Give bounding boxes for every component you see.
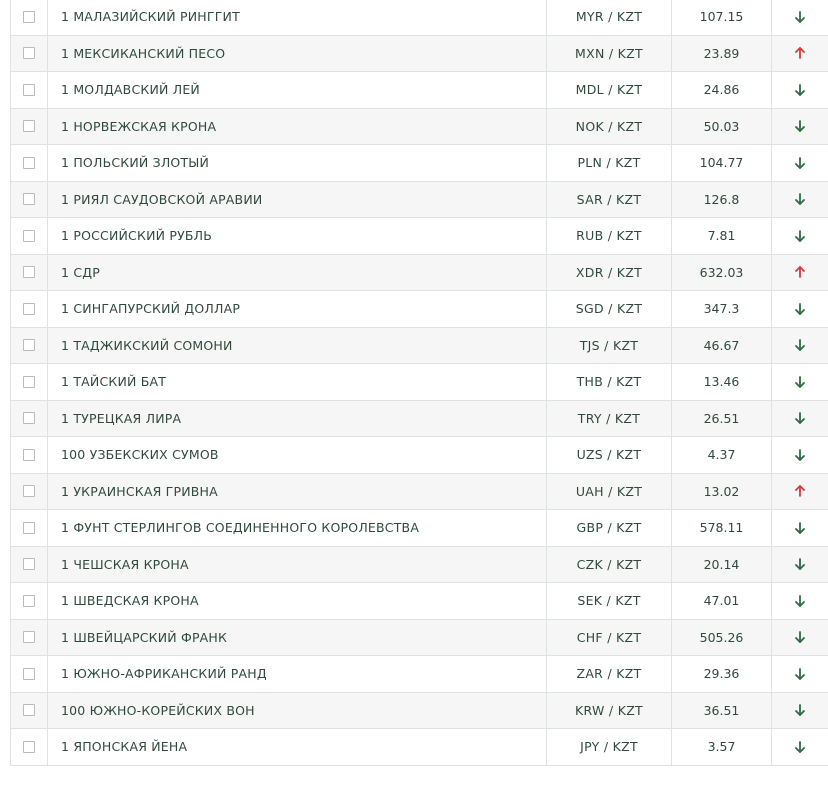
select-cell — [10, 182, 48, 218]
arrow-down-icon — [793, 703, 807, 717]
row-checkbox[interactable] — [23, 11, 35, 23]
exchange-rate: 20.14 — [672, 547, 772, 583]
currency-pair: ZAR / KZT — [547, 656, 672, 692]
row-checkbox[interactable] — [23, 631, 35, 643]
select-cell — [10, 291, 48, 327]
currency-name: 1 МАЛАЗИЙСКИЙ РИНГГИТ — [48, 0, 547, 35]
exchange-rate: 578.11 — [672, 510, 772, 546]
row-checkbox[interactable] — [23, 376, 35, 388]
table-row — [10, 182, 828, 219]
table-row — [10, 328, 828, 365]
exchange-rate: 23.89 — [672, 36, 772, 72]
select-cell — [10, 401, 48, 437]
select-cell — [10, 72, 48, 108]
row-checkbox[interactable] — [23, 485, 35, 497]
exchange-rates-table — [10, 0, 828, 766]
row-checkbox[interactable] — [23, 741, 35, 753]
currency-name: 1 ЧЕШСКАЯ КРОНА — [48, 547, 547, 583]
currency-name: 1 СИНГАПУРСКИЙ ДОЛЛАР — [48, 291, 547, 327]
trend-cell — [772, 474, 828, 510]
currency-name: 100 УЗБЕКСКИХ СУМОВ — [48, 437, 547, 473]
currency-pair: TRY / KZT — [547, 401, 672, 437]
currency-name: 1 РОССИЙСКИЙ РУБЛЬ — [48, 218, 547, 254]
table-row — [10, 656, 828, 693]
arrow-down-icon — [793, 594, 807, 608]
arrow-up-icon — [793, 46, 807, 60]
select-cell — [10, 547, 48, 583]
trend-cell — [772, 693, 828, 729]
exchange-rates-body — [10, 0, 828, 766]
row-checkbox[interactable] — [23, 193, 35, 205]
arrow-down-icon — [793, 83, 807, 97]
currency-pair: MDL / KZT — [547, 72, 672, 108]
exchange-rate: 347.3 — [672, 291, 772, 327]
currency-name: 1 ШВЕЙЦАРСКИЙ ФРАНК — [48, 620, 547, 656]
exchange-rate: 4.37 — [672, 437, 772, 473]
trend-cell — [772, 36, 828, 72]
arrow-down-icon — [793, 229, 807, 243]
currency-pair: MXN / KZT — [547, 36, 672, 72]
row-checkbox[interactable] — [23, 558, 35, 570]
trend-cell — [772, 620, 828, 656]
currency-pair: SGD / KZT — [547, 291, 672, 327]
row-checkbox[interactable] — [23, 303, 35, 315]
trend-cell — [772, 547, 828, 583]
arrow-down-icon — [793, 411, 807, 425]
trend-cell — [772, 109, 828, 145]
exchange-rate: 3.57 — [672, 729, 772, 765]
exchange-rate: 13.02 — [672, 474, 772, 510]
table-row — [10, 729, 828, 766]
select-cell — [10, 474, 48, 510]
select-cell — [10, 510, 48, 546]
currency-name: 1 ПОЛЬСКИЙ ЗЛОТЫЙ — [48, 145, 547, 181]
arrow-up-icon — [793, 265, 807, 279]
trend-cell — [772, 0, 828, 35]
currency-pair: MYR / KZT — [547, 0, 672, 35]
exchange-rate: 505.26 — [672, 620, 772, 656]
currency-name: 1 НОРВЕЖСКАЯ КРОНА — [48, 109, 547, 145]
table-row — [10, 36, 828, 73]
row-checkbox[interactable] — [23, 668, 35, 680]
currency-pair: RUB / KZT — [547, 218, 672, 254]
arrow-down-icon — [793, 156, 807, 170]
row-checkbox[interactable] — [23, 704, 35, 716]
trend-cell — [772, 656, 828, 692]
currency-pair: CZK / KZT — [547, 547, 672, 583]
select-cell — [10, 693, 48, 729]
currency-pair: GBP / KZT — [547, 510, 672, 546]
table-row — [10, 510, 828, 547]
arrow-down-icon — [793, 448, 807, 462]
currency-name: 1 ЯПОНСКАЯ ЙЕНА — [48, 729, 547, 765]
row-checkbox[interactable] — [23, 266, 35, 278]
trend-cell — [772, 437, 828, 473]
row-checkbox[interactable] — [23, 412, 35, 424]
currency-name: 1 ШВЕДСКАЯ КРОНА — [48, 583, 547, 619]
table-row — [10, 255, 828, 292]
table-row — [10, 145, 828, 182]
currency-pair: NOK / KZT — [547, 109, 672, 145]
trend-cell — [772, 291, 828, 327]
select-cell — [10, 437, 48, 473]
select-cell — [10, 218, 48, 254]
exchange-rate: 26.51 — [672, 401, 772, 437]
row-checkbox[interactable] — [23, 230, 35, 242]
trend-cell — [772, 401, 828, 437]
exchange-rate: 47.01 — [672, 583, 772, 619]
arrow-down-icon — [793, 338, 807, 352]
exchange-rate: 104.77 — [672, 145, 772, 181]
exchange-rate: 36.51 — [672, 693, 772, 729]
currency-pair: UAH / KZT — [547, 474, 672, 510]
table-row — [10, 0, 828, 36]
table-row — [10, 693, 828, 730]
row-checkbox[interactable] — [23, 84, 35, 96]
currency-pair: PLN / KZT — [547, 145, 672, 181]
table-row — [10, 72, 828, 109]
trend-cell — [772, 145, 828, 181]
table-row — [10, 364, 828, 401]
currency-name: 1 ЮЖНО-АФРИКАНСКИЙ РАНД — [48, 656, 547, 692]
exchange-rate: 46.67 — [672, 328, 772, 364]
trend-cell — [772, 255, 828, 291]
exchange-rate: 107.15 — [672, 0, 772, 35]
table-row — [10, 474, 828, 511]
currency-name: 1 ТАДЖИКСКИЙ СОМОНИ — [48, 328, 547, 364]
trend-cell — [772, 182, 828, 218]
row-checkbox[interactable] — [23, 120, 35, 132]
currency-name: 1 МЕКСИКАНСКИЙ ПЕСО — [48, 36, 547, 72]
arrow-up-icon — [793, 484, 807, 498]
arrow-down-icon — [793, 667, 807, 681]
currency-pair: XDR / KZT — [547, 255, 672, 291]
currency-name: 1 РИЯЛ САУДОВСКОЙ АРАВИИ — [48, 182, 547, 218]
trend-cell — [772, 364, 828, 400]
trend-cell — [772, 729, 828, 765]
trend-cell — [772, 510, 828, 546]
arrow-down-icon — [793, 119, 807, 133]
currency-pair: KRW / KZT — [547, 693, 672, 729]
select-cell — [10, 364, 48, 400]
exchange-rate: 24.86 — [672, 72, 772, 108]
exchange-rate: 7.81 — [672, 218, 772, 254]
currency-name: 1 МОЛДАВСКИЙ ЛЕЙ — [48, 72, 547, 108]
trend-cell — [772, 328, 828, 364]
table-row — [10, 109, 828, 146]
currency-pair: SAR / KZT — [547, 182, 672, 218]
row-checkbox[interactable] — [23, 339, 35, 351]
currency-pair: JPY / KZT — [547, 729, 672, 765]
currency-name: 1 ФУНТ СТЕРЛИНГОВ СОЕДИНЕННОГО КОРОЛЕВСТВА — [48, 510, 547, 546]
currency-name: 1 УКРАИНСКАЯ ГРИВНА — [48, 474, 547, 510]
currency-name: 1 ТУРЕЦКАЯ ЛИРА — [48, 401, 547, 437]
select-cell — [10, 583, 48, 619]
row-checkbox[interactable] — [23, 522, 35, 534]
currency-pair: CHF / KZT — [547, 620, 672, 656]
currency-pair: THB / KZT — [547, 364, 672, 400]
arrow-down-icon — [793, 192, 807, 206]
arrow-down-icon — [793, 375, 807, 389]
select-cell — [10, 255, 48, 291]
row-checkbox[interactable] — [23, 449, 35, 461]
exchange-rate: 632.03 — [672, 255, 772, 291]
select-cell — [10, 620, 48, 656]
row-checkbox[interactable] — [23, 595, 35, 607]
currency-pair: TJS / KZT — [547, 328, 672, 364]
row-checkbox[interactable] — [23, 157, 35, 169]
trend-cell — [772, 583, 828, 619]
select-cell — [10, 109, 48, 145]
table-row — [10, 583, 828, 620]
currency-pair: UZS / KZT — [547, 437, 672, 473]
trend-cell — [772, 72, 828, 108]
arrow-down-icon — [793, 630, 807, 644]
table-row — [10, 437, 828, 474]
arrow-down-icon — [793, 740, 807, 754]
currency-name: 100 ЮЖНО-КОРЕЙСКИХ ВОН — [48, 693, 547, 729]
select-cell — [10, 145, 48, 181]
select-cell — [10, 656, 48, 692]
table-row — [10, 401, 828, 438]
currency-name: 1 ТАЙСКИЙ БАТ — [48, 364, 547, 400]
exchange-rate: 29.36 — [672, 656, 772, 692]
arrow-down-icon — [793, 521, 807, 535]
arrow-down-icon — [793, 557, 807, 571]
trend-cell — [772, 218, 828, 254]
table-row — [10, 547, 828, 584]
arrow-down-icon — [793, 10, 807, 24]
select-cell — [10, 328, 48, 364]
row-checkbox[interactable] — [23, 47, 35, 59]
currency-name: 1 СДР — [48, 255, 547, 291]
table-row — [10, 291, 828, 328]
select-cell — [10, 36, 48, 72]
select-cell — [10, 0, 48, 35]
table-row — [10, 218, 828, 255]
exchange-rate: 126.8 — [672, 182, 772, 218]
table-row — [10, 620, 828, 657]
exchange-rate: 13.46 — [672, 364, 772, 400]
select-cell — [10, 729, 48, 765]
currency-pair: SEK / KZT — [547, 583, 672, 619]
arrow-down-icon — [793, 302, 807, 316]
exchange-rate: 50.03 — [672, 109, 772, 145]
